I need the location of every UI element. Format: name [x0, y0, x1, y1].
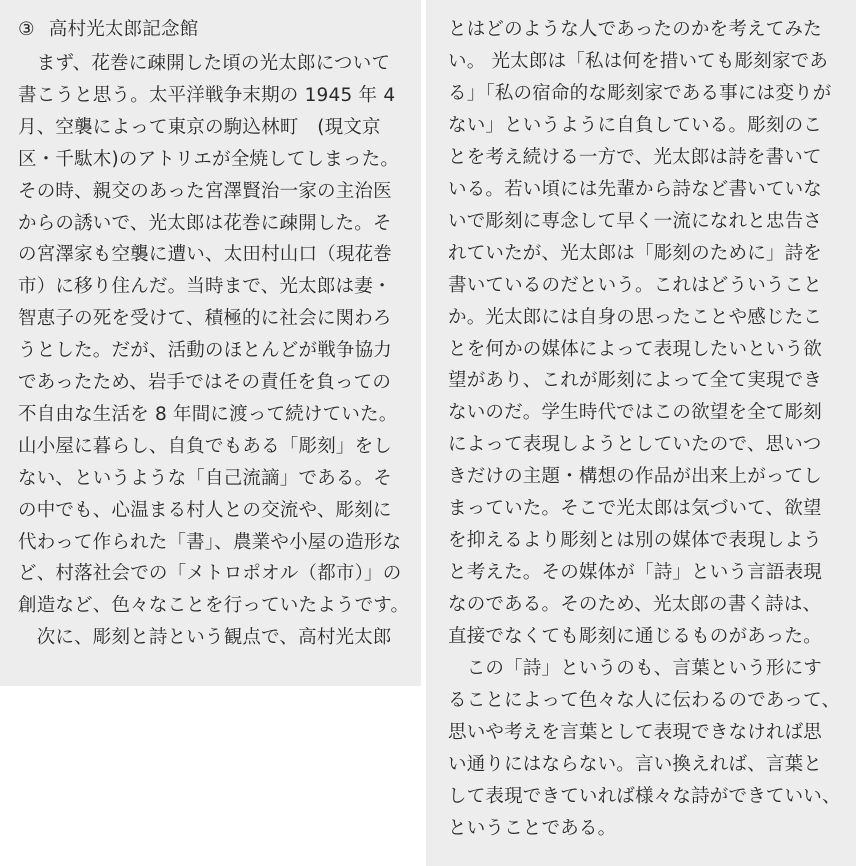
text-line: して表現できていれば様々な詩ができていい、 [448, 785, 841, 807]
text-line: なのである。そのため、光太郎の書く詩は、 [448, 594, 822, 616]
text-line: 山小屋に暮らし、自負でもある「彫刻」をし [18, 435, 393, 457]
text-line: か。光太郎には自身の思ったことや感じたこ [448, 306, 823, 328]
text-line: 創造など、色々なことを行っていたようです。 [18, 595, 410, 617]
text-line: 書いているのだという。これはどういうこと [448, 274, 823, 296]
text-line: ということである。 [448, 817, 617, 839]
text-line: とを考え続ける一方で、光太郎は詩を書いて [448, 146, 822, 168]
text-line: 直接でなくても彫刻に通じるものがあった。 [448, 626, 822, 648]
text-line: この「詩」というのも、言葉という形にす [448, 658, 823, 679]
section-title: 高村光太郎記念館 [48, 19, 199, 40]
section-number: ③ [18, 19, 35, 40]
text-line: を抑えるより彫刻とは別の媒体で表現しよう [448, 530, 823, 552]
text-line: によって表現しようとしていたので、思いつ [448, 434, 822, 456]
text-line: うとした。だが、活動のほとんどが戦争協力 [18, 340, 393, 362]
text-line: と考えた。その媒体が「詩」という言語表現 [448, 562, 823, 584]
text-line: 次に、彫刻と詩という観点で、高村光太郎 [18, 627, 392, 649]
text-line: まず、花巻に疎開した頃の光太郎について [18, 53, 391, 74]
text-line: る」「私の宿命的な彫刻家である事には変りが [448, 82, 832, 104]
text-line: い。 光太郎は「私は何を措いても彫刻家であ [448, 50, 829, 72]
text-line: であったため、岩手ではその責任を負っての [18, 372, 392, 393]
text-line: れていたが、光太郎は「彫刻のために」詩を [448, 242, 823, 264]
text-line: 智恵子の死を受けて、積極的に社会に関わろ [18, 308, 392, 330]
text-line: とを何かの媒体によって表現したいという欲 [448, 338, 823, 360]
text-line: まっていた。そこで光太郎は気づいて、欲望 [448, 498, 822, 520]
text-line: ど、村落社会での「メトロポオル（都市）」の [18, 563, 402, 585]
text-line: 月、空襲によって東京の駒込林町 (現文京 [18, 116, 381, 138]
text-line: いで彫刻に専念して早く一流になれと忠告さ [448, 210, 823, 232]
section-heading [18, 20, 198, 40]
text-line: ることによって色々な人に伝わるのであって、 [448, 689, 841, 711]
right-text-column [426, 0, 856, 866]
text-line: ない、というような「自己流謫」である。そ [18, 467, 393, 489]
text-line: 市）に移り住んだ。当時まで、光太郎は妻・ [18, 276, 392, 298]
text-line: ないのだ。学生時代ではこの欲望を全て彫刻 [448, 402, 823, 424]
text-line: 不自由な生活を 8 年間に渡って続けていた。 [18, 403, 398, 425]
left-text-column [0, 0, 421, 686]
text-line: からの誘いで、光太郎は花巻に疎開した。そ [18, 212, 392, 234]
text-line: 書こうと思う。太平洋戦争末期の 1945 年 4 [18, 84, 396, 106]
text-line: 区・千駄木)のアトリエが全焼してしまった。 [18, 148, 400, 170]
text-line: とはどのような人であったのかを考えてみた [448, 19, 822, 40]
text-line: 望があり、これが彫刻によって全て実現でき [448, 370, 823, 392]
text-line: 代わって作られた「書」、農業や小屋の造形な [18, 531, 402, 553]
text-line: その時、親交のあった宮澤賢治一家の主治医 [18, 180, 392, 202]
text-line: の宮澤家も空襲に遭い、太田村山口（現花巻 [18, 244, 393, 266]
text-line: いる。若い頃には先輩から詩など書いていな [448, 178, 823, 200]
text-line: い通りにはならない。言い換えれば、言葉と [448, 753, 823, 775]
text-line: 思いや考えを言葉として表現できなければ思 [448, 721, 823, 743]
text-line: ない」というように自負している。彫刻のこ [448, 114, 823, 136]
text-line: の中でも、心温まる村人との交流や、彫刻に [18, 499, 392, 521]
text-line: きだけの主題・構想の作品が出来上がってし [448, 466, 823, 488]
